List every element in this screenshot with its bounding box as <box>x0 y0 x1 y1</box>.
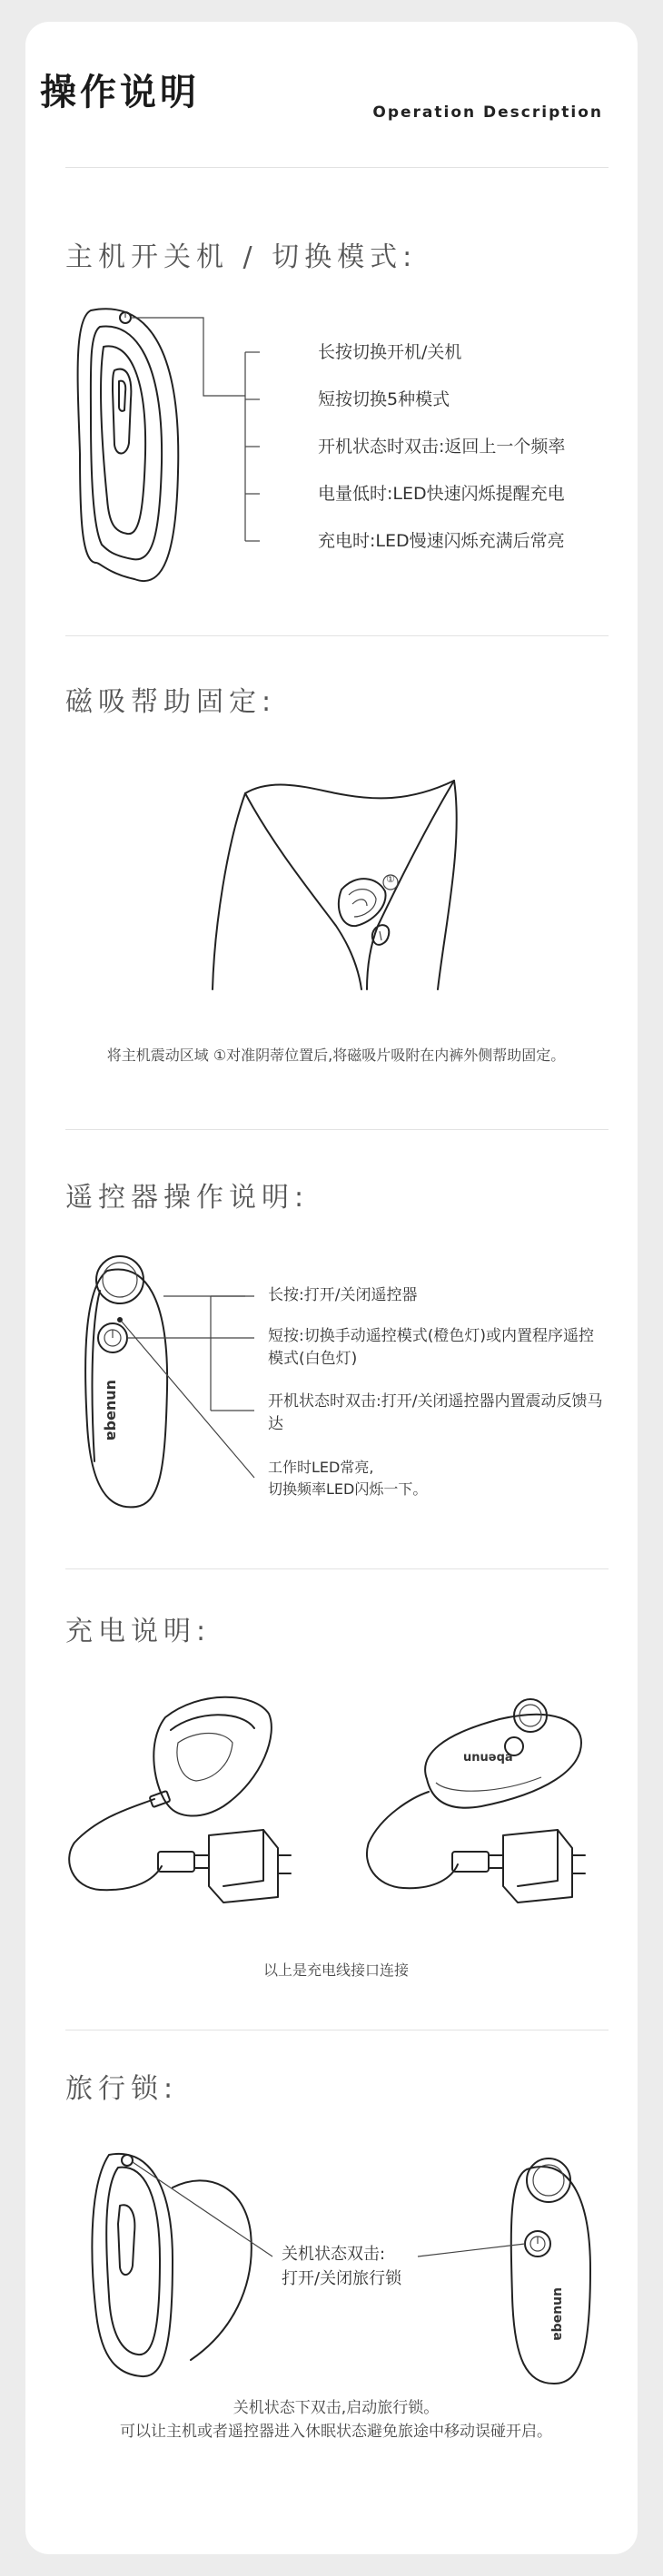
remote-brand-mark: unuəqa <box>104 1380 121 1441</box>
svg-text:unuəqa: unuəqa <box>550 2287 565 2341</box>
travel-caption-line1: 关机状态下双击,启动旅行锁。 <box>233 2399 440 2417</box>
remote-callout-led: 工作时LED常亮, 切换频率LED闪烁一下。 <box>268 1459 428 1498</box>
divider <box>65 1129 609 1130</box>
zone-marker: ① <box>386 873 395 885</box>
charge-caption: 以上是充电线接口连接 <box>262 1961 409 1979</box>
underwear-illustration <box>0 772 663 1035</box>
svg-text:unuəqa: unuəqa <box>463 1751 513 1765</box>
remote-callout-long-press: 长按:打开/关闭遥控器 <box>268 1286 418 1304</box>
page-title: 操作说明 <box>40 72 200 113</box>
section-title-magnet: 磁吸帮助固定: <box>65 686 277 718</box>
divider <box>65 167 609 168</box>
callout-charging: 充电时:LED慢速闪烁充满后常亮 <box>318 531 565 551</box>
section-title-charge: 充电说明: <box>65 1616 212 1647</box>
callout-double-click-return: 开机状态时双击:返回上一个频率 <box>318 437 566 457</box>
callout-low-battery: 电量低时:LED快速闪烁提醒充电 <box>318 484 565 504</box>
remote-callout-double-click: 开机状态时双击:打开/关闭遥控器内置震动反馈马达 <box>268 1392 603 1433</box>
section-title-travel: 旅行锁: <box>65 2073 179 2105</box>
page-subtitle: Operation Description <box>372 103 603 122</box>
charging-illustration-remote <box>363 1670 636 1906</box>
callout-short-press-mode: 短按切换5种模式 <box>318 389 450 409</box>
callout-long-press-power: 长按切换开机/关机 <box>318 342 462 362</box>
charging-illustration-main <box>64 1670 336 1906</box>
divider <box>65 635 609 636</box>
magnet-caption: 将主机震动区域 ①对准阴蒂位置后,将磁吸片吸附在内裤外侧帮助固定。 <box>106 1047 566 1064</box>
travel-caption-line2: 可以让主机或者遥控器进入休眠状态避免旅途中移动误碰开启。 <box>120 2423 552 2441</box>
travel-lock-callout: 关机状态双击: 打开/关闭旅行锁 <box>282 2245 402 2288</box>
divider <box>65 1568 609 1569</box>
remote-callout-short-press: 短按:切换手动遥控模式(橙色灯)或内置程序遥控模式(白色灯) <box>268 1327 594 1368</box>
section-title-remote: 遥控器操作说明: <box>65 1182 310 1214</box>
section-title-power: 主机开关机 / 切换模式: <box>65 241 418 273</box>
